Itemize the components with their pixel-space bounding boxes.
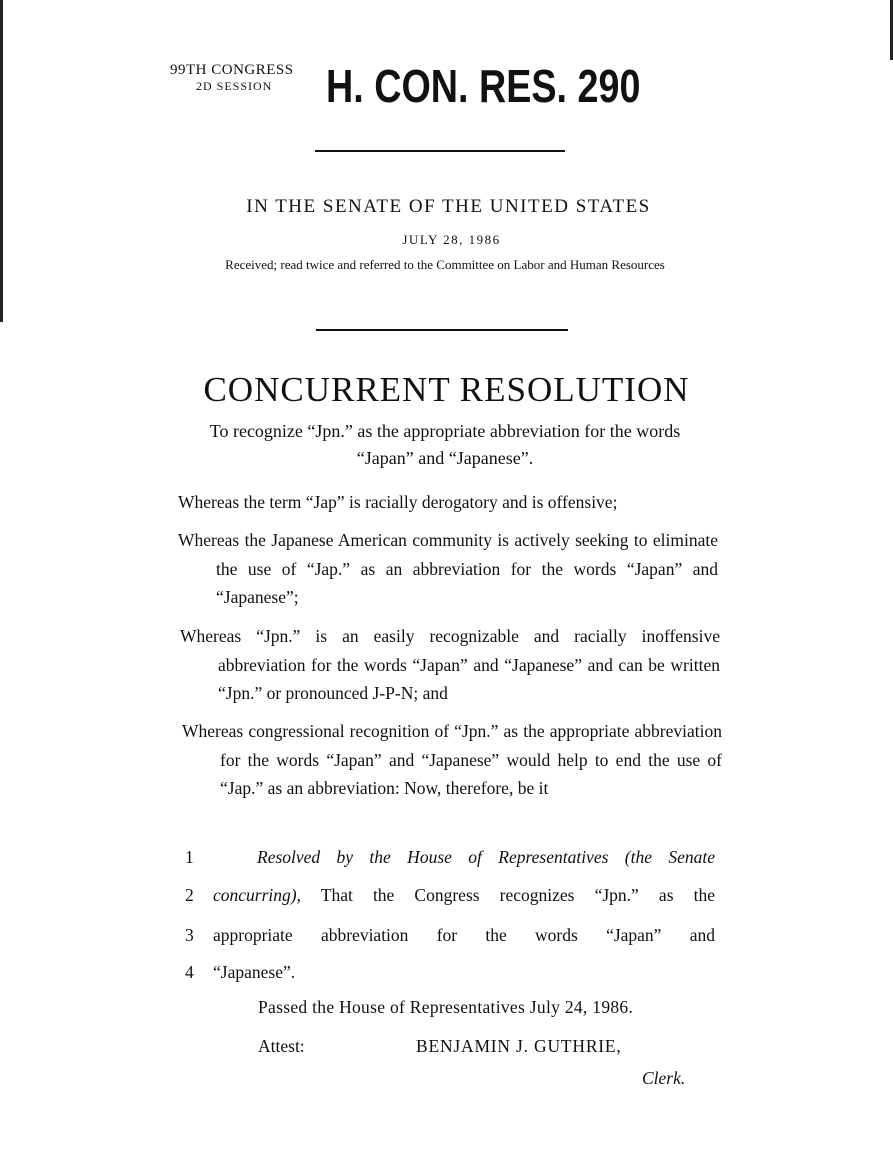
line-number: 1 bbox=[185, 847, 194, 867]
whereas-clause: Whereas congressional recognition of “Jpn.” as the appropriate abbreviation for the words “Japan” and “Japanese” would help to end the use of “Jap.” as an abbreviation: Now, therefore, be it bbox=[182, 721, 722, 798]
line-text bbox=[257, 842, 715, 872]
session-label: 2D SESSION bbox=[196, 79, 273, 93]
scan-edge-left bbox=[0, 0, 3, 322]
document-title: CONCURRENT RESOLUTION bbox=[203, 370, 690, 409]
line-text: appropriate abbreviation for the words “Japan” and bbox=[213, 925, 715, 945]
line-number: 4 bbox=[185, 962, 194, 982]
resolution-text: That the Congress recognizes “Jpn.” as the bbox=[300, 885, 715, 905]
senate-heading: IN THE SENATE OF THE UNITED STATES bbox=[246, 196, 651, 217]
attest-label: Attest: bbox=[258, 1036, 305, 1056]
line-text: “Japanese”. bbox=[213, 962, 296, 982]
resolution-line bbox=[185, 842, 715, 872]
passed-statement: Passed the House of Representatives July 24, 1986. bbox=[258, 997, 634, 1017]
attest-name: BENJAMIN J. GUTHRIE, bbox=[416, 1036, 622, 1056]
purpose-statement: To recognize “Jpn.” as the appropriate abbreviation for the words “Japan” and “Japanese”. bbox=[209, 421, 681, 468]
divider-bottom bbox=[316, 329, 568, 331]
clerk-title: Clerk. bbox=[642, 1068, 686, 1088]
referral-note: Received; read twice and referred to the Committee on Labor and Human Resources bbox=[225, 257, 665, 272]
divider-top bbox=[315, 150, 565, 152]
resolving-clause: Resolved by the House of Representatives (the Senate bbox=[257, 847, 715, 867]
bill-number: H. CON. RES. 290 bbox=[326, 60, 641, 112]
line-number: 2 bbox=[185, 885, 194, 905]
congress-session-block bbox=[170, 62, 294, 94]
whereas-clause: Whereas the Japanese American community is actively seeking to eliminate the use of “Jap.” as an abbreviation for the words “Japan” and “Japanese”; bbox=[178, 530, 718, 607]
whereas-clause: Whereas “Jpn.” is an easily recognizable and racially inoffensive abbreviation for the words “Japan” and “Japanese” and can be written “Jpn.” or pronounced J-P-N; and bbox=[180, 626, 720, 703]
congress-label: 99TH CONGRESS bbox=[170, 62, 294, 78]
line-number: 3 bbox=[185, 925, 194, 945]
resolution-line bbox=[185, 880, 715, 910]
whereas-clause: Whereas the term “Jap” is racially derogatory and is offensive; bbox=[178, 492, 618, 512]
resolution-line bbox=[185, 957, 715, 987]
line-text bbox=[213, 880, 715, 910]
resolution-line bbox=[185, 920, 715, 950]
resolving-clause: concurring), bbox=[213, 885, 301, 905]
received-date: JULY 28, 1986 bbox=[402, 232, 501, 247]
